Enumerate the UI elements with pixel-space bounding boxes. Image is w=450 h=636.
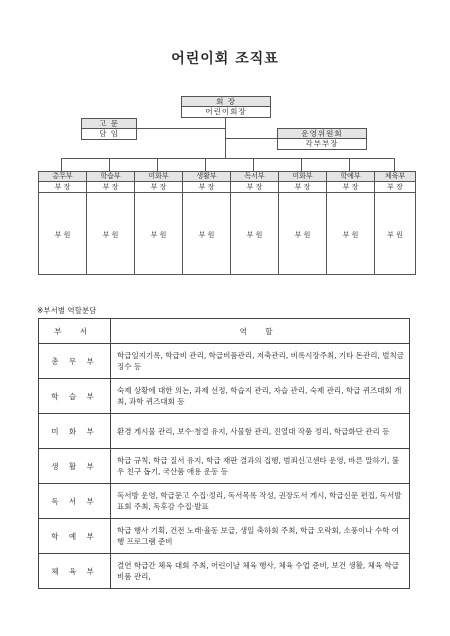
table-row <box>39 519 410 554</box>
connector-drop <box>349 158 350 171</box>
table-row <box>39 344 410 379</box>
dept-name: 학습부 <box>87 172 134 182</box>
committee-name: 각부부장 <box>305 139 339 148</box>
dept-name: 체육부 <box>375 172 415 182</box>
roles-note: ※부서별 역할분담 <box>37 306 97 315</box>
table-row <box>39 414 410 449</box>
page-title: 어린이회 조직표 <box>171 51 279 67</box>
row-dept: 학 예 부 <box>39 519 111 554</box>
dept-leader: 부 장 <box>183 182 230 193</box>
dept-box <box>230 171 279 275</box>
header-role: 역 할 <box>111 319 410 344</box>
dept-member: 부 원 <box>198 231 215 239</box>
dept-leader: 부 장 <box>375 182 415 193</box>
table-row <box>39 484 410 519</box>
dept-name: 학예부 <box>327 172 374 182</box>
row-dept: 독 서 부 <box>39 484 111 519</box>
row-role: 학급 행사 기획, 건전 노래·율동 보급, 생일 축하회 주최, 학급 오락회, 소풍이나 수학 여행 프로그램 준비 <box>111 519 410 554</box>
committee-header: 운영위원회 <box>278 129 366 139</box>
row-dept: 총 무 부 <box>39 344 111 379</box>
row-dept: 학 습 부 <box>39 379 111 414</box>
dept-member: 부 원 <box>342 231 359 239</box>
dept-name: 총무부 <box>39 172 86 182</box>
dept-box <box>134 171 183 275</box>
dept-leader: 부 장 <box>87 182 134 193</box>
connector-drop <box>253 158 254 171</box>
dept-member: 부 원 <box>150 231 167 239</box>
table-row <box>39 449 410 484</box>
advisor-header: 고 문 <box>82 119 136 129</box>
dept-box <box>374 171 416 275</box>
president-box <box>181 96 271 118</box>
table-row <box>39 379 410 414</box>
dept-box <box>326 171 375 275</box>
dept-member: 부 원 <box>246 231 263 239</box>
connector-drop <box>301 158 302 171</box>
dept-box <box>278 171 327 275</box>
connector-committee <box>225 138 277 139</box>
row-role: 독서방 운영, 학급문고 수집·정리, 독서목록 작성, 권장도서 게시, 학급신문 편집, 독서발표회 주최, 독후감 수집·발표 <box>111 484 410 519</box>
row-role: 학급일지기록, 학급비 관리, 학급비품관리, 저축관리, 비록시장주최, 기타 돈관리, 벌칙금 징수 등 <box>111 344 410 379</box>
dept-box <box>86 171 135 275</box>
header-dept: 부 서 <box>39 319 111 344</box>
row-dept: 미 화 부 <box>39 414 111 449</box>
roles-table <box>38 318 410 589</box>
row-role: 숙제 상황에 대한 의논, 과제 선정, 학습지 관리, 자습 관리, 숙제 관리, 학급 퀴즈대회 개최, 과학 퀴즈대회 등 <box>111 379 410 414</box>
dept-leader: 부 장 <box>231 182 278 193</box>
president-header: 회 장 <box>182 97 270 107</box>
connector-drop <box>394 158 395 171</box>
dept-member: 부 원 <box>102 231 119 239</box>
connector-drop <box>205 158 206 171</box>
table-row <box>39 554 410 589</box>
dept-member: 부 원 <box>387 231 403 239</box>
dept-leader: 부 장 <box>327 182 374 193</box>
connector-advisor <box>135 128 225 129</box>
connector-bus <box>61 158 394 159</box>
dept-member: 부 원 <box>294 231 311 239</box>
dept-name: 생활부 <box>183 172 230 182</box>
row-role: 학급 규칙, 학급 질서 유지, 학급 재판 결과의 집행, 범죄신고센타 운영, 바른 말하기, 불우 친구 돕기, 국산품 애용 운동 등 <box>111 449 410 484</box>
dept-leader: 부 장 <box>279 182 326 193</box>
advisor-box <box>81 118 137 140</box>
dept-member: 부 원 <box>54 231 71 239</box>
president-name: 어린이회장 <box>205 107 247 116</box>
row-dept: 체 육 부 <box>39 554 111 589</box>
connector-drop <box>109 158 110 171</box>
committee-box <box>277 128 367 150</box>
row-role: 결연 학급간 체육 대회 주최, 어린이날 체육 행사, 체육 수업 준비, 보건 생활, 체육 학급 비품 관리, <box>111 554 410 589</box>
row-role: 환경 게시물 관리, 보수·청결 유지, 사물함 관리, 진열대 작품 정리, 학급화단 관리 등 <box>111 414 410 449</box>
dept-name: 독서부 <box>231 172 278 182</box>
dept-box <box>38 171 87 275</box>
dept-box <box>182 171 231 275</box>
connector-drop <box>61 158 62 171</box>
table-header-row <box>39 319 410 344</box>
dept-leader: 부 장 <box>135 182 182 193</box>
connector-drop <box>157 158 158 171</box>
advisor-name: 담 임 <box>99 129 119 138</box>
row-dept: 생 활 부 <box>39 449 111 484</box>
dept-leader: 부 장 <box>39 182 86 193</box>
dept-name: 미화부 <box>279 172 326 182</box>
dept-name: 미화부 <box>135 172 182 182</box>
